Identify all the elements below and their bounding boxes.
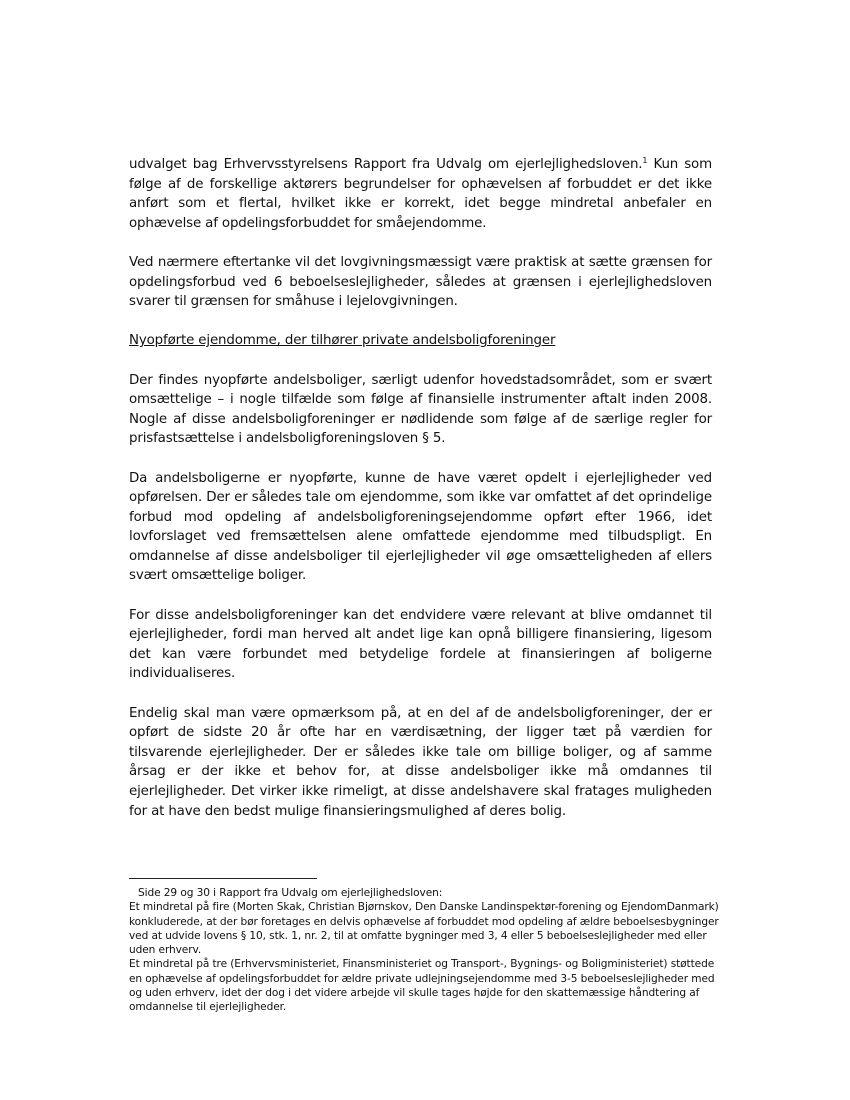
paragraph-4: Da andelsboligerne er nyopførte, kunne de have været opdelt i ejerlejligheder ved opførelsen. Der er således tale om ejendomme, som ikke var omfattet af det oprindelige forbud mod opdeling af andelsboligforeningsejendomme opført efter 1966, idet lovforslaget ved fremsættelsen alene omfattede ejendomme med tilbudspligt. En omdannelse af disse andelsboliger til ejerlejligheder vil øge omsætteligheden af ellers svært omsættelige boliger.: [129, 470, 712, 584]
document-body: [129, 155, 712, 821]
paragraph-5: For disse andelsboligforeninger kan det endvidere være relevant at blive omdannet til ejerlejligheder, fordi man herved alt andet lige kan opnå billigere finansiering, ligesom det kan være forbundet med betydelige fordele at finansieringen af boligerne individualiseres.: [129, 607, 712, 682]
paragraph-1: [129, 155, 712, 233]
paragraph-2: Ved nærmere eftertanke vil det lovgivningsmæssigt være praktisk at sætte grænsen for opdelingsforbud ved 6 beboelseslejligheder, således at grænsen i ejerlejlighedsloven svarer til grænsen for småhuse i lejelovgivningen.: [129, 254, 712, 310]
paragraph-3: Der findes nyopførte andelsboliger, særligt udenfor hovedstadsområdet, som er svært omsættelige – i nogle tilfælde som følge af finansielle instrumenter aftalt inden 2008. Nogle af disse andelsboligforeninger er nødlidende som følge af de særlige regler for prisfastsættelse i andelsboligforeningsloven § 5.: [129, 372, 712, 447]
section-heading: Nyopførte ejendomme, der tilhører private andelsboligforeninger: [129, 333, 556, 349]
footnotes: [129, 886, 719, 1015]
footnote-reference[interactable]: 1: [642, 156, 648, 165]
footnote-line-2: Et mindretal på fire (Morten Skak, Christian Bjørnskov, Den Danske Landinspektør-forening og EjendomDanmark) konkluderede, at der bør foretages en delvis ophævelse af forbuddet mod opdeling af ældre beboelsesbygninger ved at udvide lovens § 10, stk. 1, nr. 2, til at omfatte bygninger med 3, 4 eller 5 beboelseslejligheder med eller uden erhverv.: [129, 901, 719, 957]
paragraph-1-text: udvalget bag Erhvervsstyrelsens Rapport fra Udvalg om ejerlejlighedsloven.: [129, 157, 643, 172]
paragraph-6: Endelig skal man være opmærksom på, at en del af de andelsboligforeninger, der er opført de sidste 20 år ofte har en værdisætning, der ligger tæt på værdien for tilsvarende ejerlejligheder. Der er således ikke tale om billige boliger, og af samme årsag er der ikke et behov for, at disse andelsboliger ikke må omdannes til ejerlejligheder. Det virker ikke rimeligt, at disse andelshavere skal fratages muligheden for at have den bedst mulige finansieringsmulighed af deres bolig.: [129, 705, 712, 819]
footnote-separator: [129, 878, 317, 879]
footnote-line-1: Side 29 og 30 i Rapport fra Udvalg om ejerlejlighedsloven:: [138, 887, 443, 899]
paragraph-1-rest: Kun som følge af de forskellige aktørers begrundelser for ophævelsen af forbuddet er det ikke anført som et flertal, hvilket ikke er korrekt, idet begge mindretal anbefaler en ophævelse af opdelingsforbuddet for småejendomme.: [129, 157, 712, 231]
footnote-line-3: Et mindretal på tre (Erhvervsministeriet, Finansministeriet og Transport-, Bygnings- og Boligministeriet) støttede en ophævelse af opdelingsforbuddet for ældre private udlejningsejendomme med 3-5 beboelseslejligheder med og uden erhverv, idet der dog i det videre arbejde vil skulle tages højde for den skattemæssige håndtering af omdannelse til ejerlejligheder.: [129, 958, 715, 1014]
